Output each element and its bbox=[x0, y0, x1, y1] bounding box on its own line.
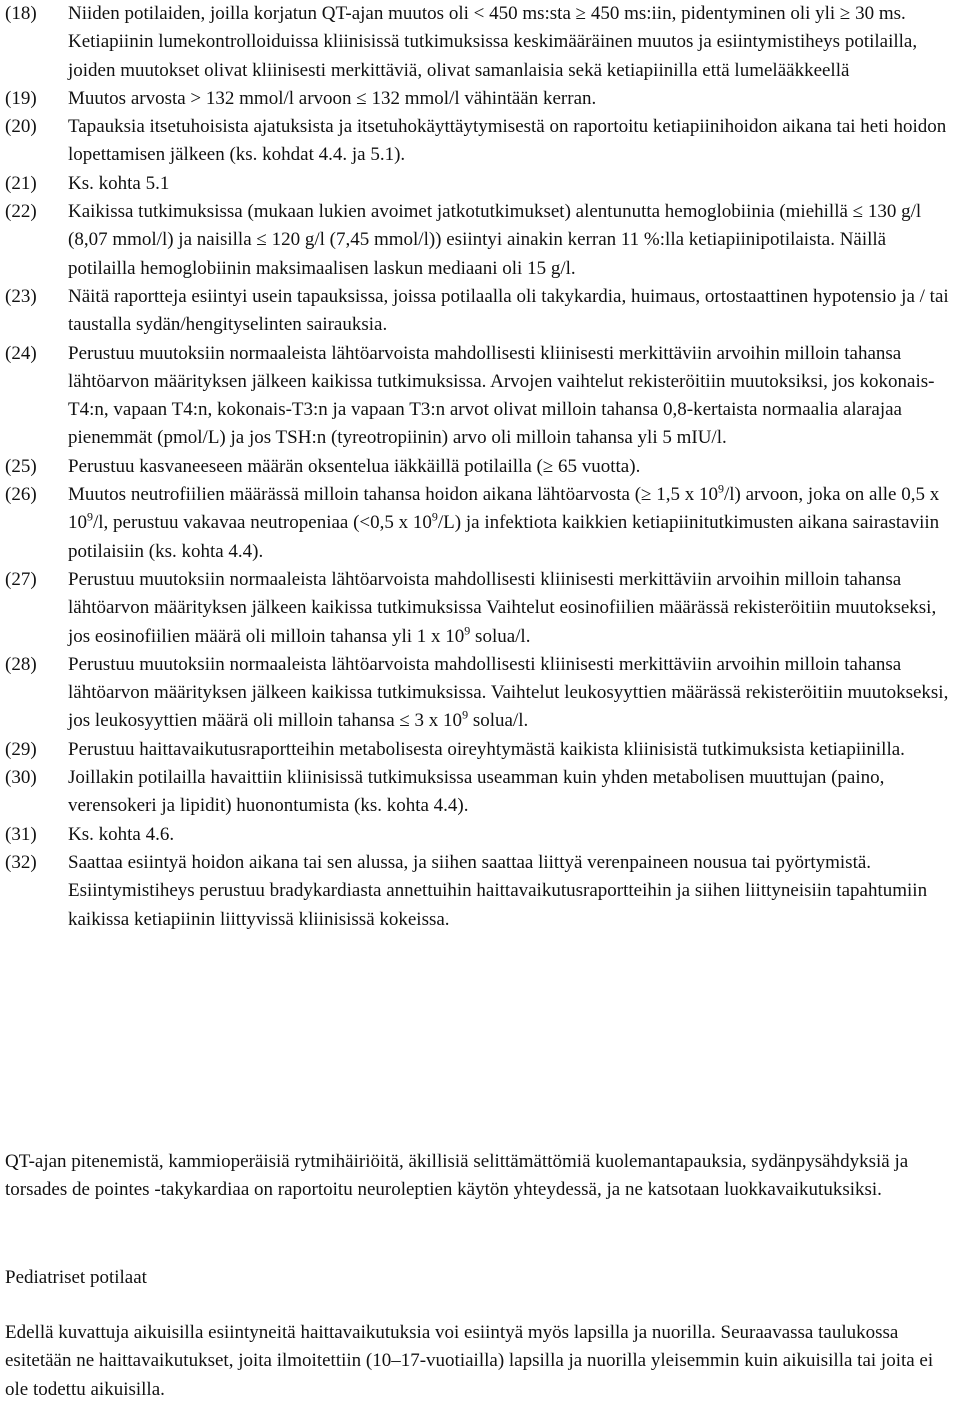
pediatric-paragraph: Edellä kuvattuja aikuisilla esiintyneitä haittavaikutuksia voi esiintyä myös lapsilla ja nuorilla. Seuraavassa taulukossa esitetään ne haittavaikutukset, joita ilmoitettiin (10–17-vuotiailla) lapsilla ja nuorilla yleisemmin kuin aikuisilla tai joita ei ole todettu aikuisilla. bbox=[5, 1322, 934, 1400]
footnote-25 bbox=[5, 453, 955, 481]
text-segment: /L) ja infektiota kaikkien ketiapiinitutkimusten aikana sairastaviin potilaisiin (ks. kohta 4.4). bbox=[68, 512, 940, 562]
footnote-20 bbox=[5, 113, 955, 170]
footnote-text: Näitä raportteja esiintyi usein tapauksissa, joissa potilaalla oli takykardia, huimaus, ortostaattinen hypotensio ja / tai taustalla sydän/hengityselinten sairauksia. bbox=[68, 285, 949, 336]
footnote-number: (28) bbox=[5, 653, 37, 675]
footnote-number: (20) bbox=[5, 116, 37, 138]
footnote-text: Muutos arvosta > 132 mmol/l arvoon ≤ 132 mmol/l vähintään kerran. bbox=[68, 87, 597, 109]
footnote-number: (32) bbox=[5, 851, 37, 873]
footnote-29 bbox=[5, 736, 955, 764]
footnote-number: (18) bbox=[5, 3, 37, 24]
text-segment: /l) arvoon, joka on alle 0,5 x 10 bbox=[68, 484, 940, 534]
footnote-text: Ks. kohta 4.6. bbox=[68, 823, 175, 845]
footnote-24 bbox=[5, 340, 955, 453]
footnote-number: (24) bbox=[5, 342, 37, 364]
footnote-number: (31) bbox=[5, 823, 37, 845]
footnote-number: (25) bbox=[5, 455, 37, 477]
footnote-22 bbox=[5, 198, 955, 283]
exponent: 9 bbox=[462, 708, 469, 723]
footnote-number: (22) bbox=[5, 201, 37, 223]
text-segment: Perustuu muutoksiin normaaleista lähtöarvoista mahdollisesti kliinisesti merkittäviin arvoihin milloin tahansa lähtöarvon määrityksen jälkeen kaikissa tutkimuksissa. Vaihtelut leukosyyttien määrässä rekisteröitiin muutokseksi, jos leukosyyttien määrä oli milloin tahansa ≤ 3 x 10 bbox=[68, 653, 949, 732]
footnote-text: Perustuu haittavaikutusraportteihin metabolisesta oireyhtymästä kaikista kliinisistä tutkimuksista ketiapiinilla. bbox=[68, 738, 905, 760]
footnote-text: Niiden potilaiden, joilla korjatun QT-ajan muutos oli < 450 ms:sta ≥ 450 ms:iin, pidentyminen oli yli ≥ 30 ms. Ketiapiinin lumekontrolloiduissa kliinisissä tutkimuksissa keskimääräinen muutos ja esiintymistiheys potilailla, joiden muutokset olivat kliinisesti merkittäviä, olivat samanlaisia sekä ketiapiinilla että lumelääkkeellä bbox=[68, 3, 918, 81]
footnote-text: Ks. kohta 5.1 bbox=[68, 172, 170, 194]
exponent: 9 bbox=[717, 481, 724, 496]
footnote-number: (26) bbox=[5, 484, 37, 506]
footnote-30 bbox=[5, 764, 955, 821]
text-segment: /l, perustuu vakavaa neutropeniaa (<0,5 x 10 bbox=[93, 512, 432, 534]
text-segment: solua/l. bbox=[470, 625, 531, 647]
footnote-31 bbox=[5, 821, 955, 849]
footnote-text: Perustuu muutoksiin normaaleista lähtöarvoista mahdollisesti kliinisesti merkittäviin arvoihin milloin tahansa lähtöarvon määrityksen jälkeen kaikissa tutkimuksissa. Arvojen vaihtelut rekisteröitiin muutoksiksi, jos kokonais-T4:n, vapaan T4:n, kokonais-T3:n ja vapaan T3:n arvot olivat milloin tahansa 0,8-kertaista normaalia alarajaa pienemmät (pmol/L) ja jos TSH:n (tyreotropiinin) arvo oli milloin tahansa yli 5 mIU/l. bbox=[68, 342, 935, 449]
footnote-32 bbox=[5, 849, 955, 934]
text-segment: Muutos neutrofiilien määrässä milloin tahansa hoidon aikana lähtöarvosta (≥ 1,5 x 10 bbox=[68, 484, 718, 506]
footnote-number: (21) bbox=[5, 172, 37, 194]
footnote-number: (19) bbox=[5, 87, 37, 109]
footnote-21 bbox=[5, 170, 955, 198]
footnote-19 bbox=[5, 85, 955, 113]
qt-prolongation-paragraph: QT-ajan pitenemistä, kammioperäisiä rytmihäiriöitä, äkillisiä selittämättömiä kuolemantapauksia, sydänpysähdyksiä ja torsades de pointes -takykardiaa on raportoitu neuroleptien käytön yhteydessä, ja ne katsotaan luokkavaikutuksiksi. bbox=[5, 1151, 909, 1201]
footnote-27 bbox=[5, 566, 955, 651]
footnote-text bbox=[68, 481, 955, 566]
footnote-number: (27) bbox=[5, 568, 37, 590]
exponent: 9 bbox=[431, 510, 438, 525]
footnote-number: (23) bbox=[5, 285, 37, 307]
footnote-text bbox=[68, 566, 955, 651]
footnote-list bbox=[5, 0, 955, 934]
exponent: 9 bbox=[464, 623, 471, 638]
footnote-23 bbox=[5, 283, 955, 340]
exponent: 9 bbox=[87, 510, 93, 525]
footnote-text: Kaikissa tutkimuksissa (mukaan lukien avoimet jatkotutkimukset) alentunutta hemoglobiinia (miehillä ≤ 130 g/l (8,07 mmol/l) ja naisilla ≤ 120 g/l (7,45 mmol/l)) esiintyi ainakin kerran 11 %:lla ketiapiinipotilaista. Näillä potilailla hemoglobiinin maksimaalisen laskun mediaani oli 15 g/l. bbox=[68, 201, 922, 279]
footnote-18 bbox=[5, 0, 955, 85]
footnote-28 bbox=[5, 651, 955, 736]
footnote-26 bbox=[5, 481, 955, 566]
footnote-text: Tapauksia itsetuhoisista ajatuksista ja itsetuhokäyttäytymisestä on raportoitu ketiapiinihoidon aikana tai heti hoidon lopettamisen jälkeen (ks. kohdat 4.4. ja 5.1). bbox=[68, 116, 947, 166]
footnote-number: (29) bbox=[5, 738, 37, 760]
footnote-text bbox=[68, 651, 955, 736]
footnote-text: Saattaa esiintyä hoidon aikana tai sen alussa, ja siihen saattaa liittyä verenpaineen nousua tai pyörtymistä. Esiintymistiheys perustuu bradykardiasta annettuihin haittavaikutusraportteihin ja siihen liittyneisiin tapahtumiin kaikissa ketiapiinin liittyvissä kliinisissä kokeissa. bbox=[68, 851, 928, 930]
footnote-number: (30) bbox=[5, 767, 37, 789]
pediatric-heading: Pediatriset potilaat bbox=[5, 1267, 147, 1288]
text-segment: solua/l. bbox=[468, 710, 529, 732]
text-segment: Perustuu muutoksiin normaaleista lähtöarvoista mahdollisesti kliinisesti merkittäviin arvoihin milloin tahansa lähtöarvon määrityksen jälkeen kaikissa tutkimuksissa Vaihtelut eosinofiilien määrässä rekisteröitiin muutokseksi, jos eosinofiilien määrä oli milloin tahansa yli 1 x 10 bbox=[68, 568, 937, 647]
footnote-text: Joillakin potilailla havaittiin kliinisissä tutkimuksissa useamman kuin yhden metabolisen muuttujan (paino, verensokeri ja lipidit) huonontumista (ks. kohta 4.4). bbox=[68, 767, 885, 817]
footnote-text: Perustuu kasvaneeseen määrän oksentelua iäkkäillä potilailla (≥ 65 vuotta). bbox=[68, 455, 641, 477]
